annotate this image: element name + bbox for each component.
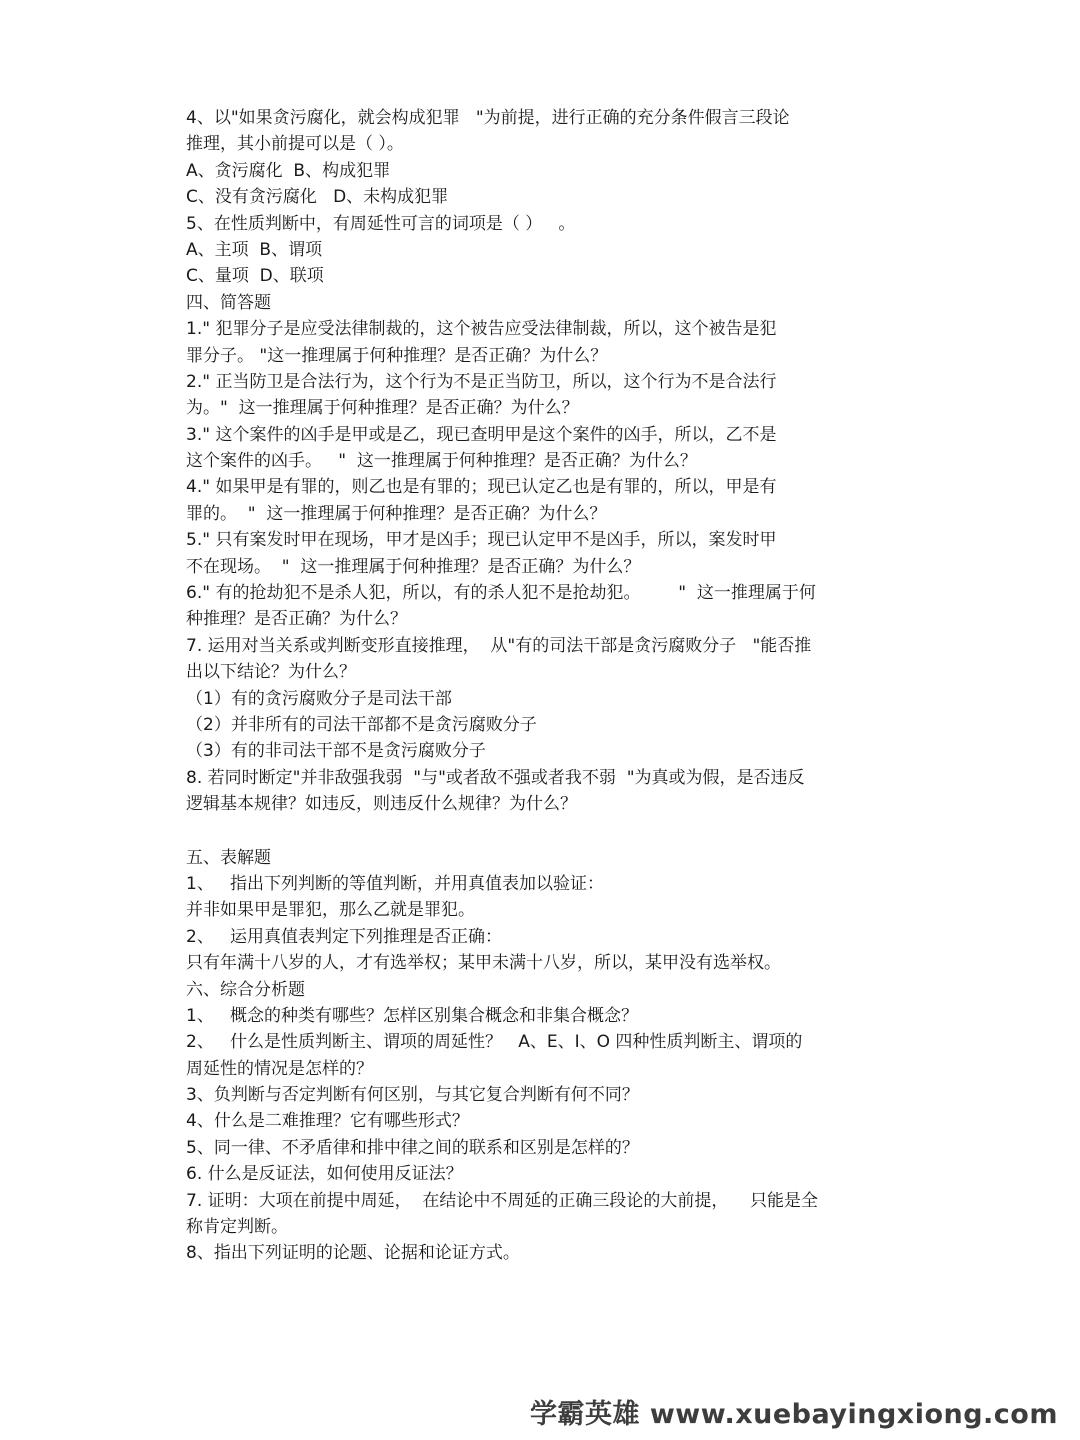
section-4-sub-item-3: （3）有的非司法干部不是贪污腐败分子	[186, 741, 486, 762]
section-6-line-5: 4、什么是二难推理？它有哪些形式？	[186, 1111, 469, 1132]
section-4-item-3-line-2: 这个案件的凶手。 " 这一推理属于何种推理？是否正确？为什么？	[186, 451, 697, 472]
section-6-line-6: 5、同一律、不矛盾律和排中律之间的联系和区别是怎样的？	[186, 1137, 639, 1158]
section-6-line-8: 7. 证明：大项在前提中周延， 在结论中不周延的正确三段论的大前提， 只能是全	[186, 1190, 819, 1211]
section-6-line-3: 周延性的情况是怎样的？	[186, 1058, 373, 1079]
section-5-line-2: 并非如果甲是罪犯，那么乙就是罪犯。	[186, 900, 475, 921]
section-4-item-7-line-2: 出以下结论？为什么？	[186, 662, 356, 683]
section-4-item-5-line-1: 5." 只有案发时甲在现场，甲才是凶手；现已认定甲不是凶手，所以，案发时甲	[186, 530, 777, 551]
section-4-item-2-line-1: 2." 正当防卫是合法行为，这个行为不是正当防卫，所以，这个行为不是合法行	[186, 371, 777, 392]
document-body	[186, 105, 906, 1267]
section-6-line-7: 6. 什么是反证法，如何使用反证法？	[186, 1164, 463, 1185]
section-4-item-5-line-2: 不在现场。 " 这一推理属于何种推理？是否正确？为什么？	[186, 556, 641, 577]
section-4-item-6-line-2: 种推理？是否正确？为什么？	[186, 609, 407, 630]
section-4-sub-item-1: （1）有的贪污腐败分子是司法干部	[186, 688, 452, 709]
section-4-item-8-line-1: 8. 若同时断定"并非敌强我弱 "与"或者敌不强或者我不弱 "为真或为假，是否违反	[186, 767, 805, 788]
question-4-line-1: 4、以"如果贪污腐化，就会构成犯罪 "为前提，进行正确的充分条件假言三段论	[186, 108, 790, 128]
section-4-item-3-line-1: 3." 这个案件的凶手是甲或是乙，现已查明甲是这个案件的凶手，所以，乙不是	[186, 424, 777, 445]
section-4-item-4-line-1: 4." 如果甲是有罪的，则乙也是有罪的；现已认定乙也是有罪的，所以，甲是有	[186, 477, 777, 498]
section-5-line-1: 1、 指出下列判断的等值判断，并用真值表加以验证：	[186, 873, 605, 894]
section-4-heading: 四、简答题	[186, 292, 271, 313]
question-4-options-ab: A、贪污腐化 B、构成犯罪	[186, 160, 391, 181]
question-4-line-2: 推理，其小前提可以是（ ）。	[186, 134, 404, 155]
section-6-line-9: 称肯定判断。	[186, 1217, 288, 1238]
section-5-line-4: 只有年满十八岁的人，才有选举权；某甲未满十八岁，所以，某甲没有选举权。	[186, 953, 781, 974]
section-4-item-7-line-1: 7. 运用对当关系或判断变形直接推理， 从"有的司法干部是贪污腐败分子 "能否推	[186, 635, 812, 656]
section-6-heading: 六、综合分析题	[186, 979, 305, 1000]
section-4-item-1-line-2: 罪分子。 "这一推理属于何种推理？是否正确？为什么？	[186, 345, 608, 366]
section-4-item-2-line-2: 为。" 这一推理属于何种推理？是否正确？为什么？	[186, 398, 579, 419]
section-4-item-4-line-2: 罪的。 " 这一推理属于何种推理？是否正确？为什么？	[186, 503, 607, 524]
section-spacer	[186, 818, 906, 845]
section-4-item-6-line-1: 6." 有的抢劫犯不是杀人犯，所以，有的杀人犯不是抢劫犯。 " 这一推理属于何	[186, 583, 816, 604]
section-4-sub-item-2: （2）并非所有的司法干部都不是贪污腐败分子	[186, 714, 537, 735]
question-5-options-ab: A、主项 B、谓项	[186, 239, 323, 260]
section-6-line-1: 1、 概念的种类有哪些？怎样区别集合概念和非集合概念？	[186, 1005, 639, 1026]
section-6-line-2: 2、 什么是性质判断主、谓项的周延性？ A、E、I、O 四种性质判断主、谓项的	[186, 1032, 803, 1053]
section-4-item-8-line-2: 逻辑基本规律？如违反，则违反什么规律？为什么？	[186, 794, 577, 815]
section-5-heading: 五、表解题	[186, 847, 271, 868]
section-6-line-10: 8、指出下列证明的论题、论据和论证方式。	[186, 1243, 520, 1264]
section-4-item-1-line-1: 1." 犯罪分子是应受法律制裁的，这个被告应受法律制裁，所以，这个被告是犯	[186, 319, 777, 340]
site-watermark: 学霸英雄 www.xuebayingxiong.com	[529, 1399, 1058, 1430]
section-5-line-3: 2、 运用真值表判定下列推理是否正确：	[186, 926, 503, 947]
section-6-line-4: 3、负判断与否定判断有何区别，与其它复合判断有何不同？	[186, 1085, 639, 1106]
question-4-options-cd: C、没有贪污腐化 D、未构成犯罪	[186, 187, 449, 208]
question-5-options-cd: C、量项 D、联项	[186, 266, 324, 287]
question-5-line-1: 5、在性质判断中，有周延性可言的词项是（ ） 。	[186, 213, 576, 234]
